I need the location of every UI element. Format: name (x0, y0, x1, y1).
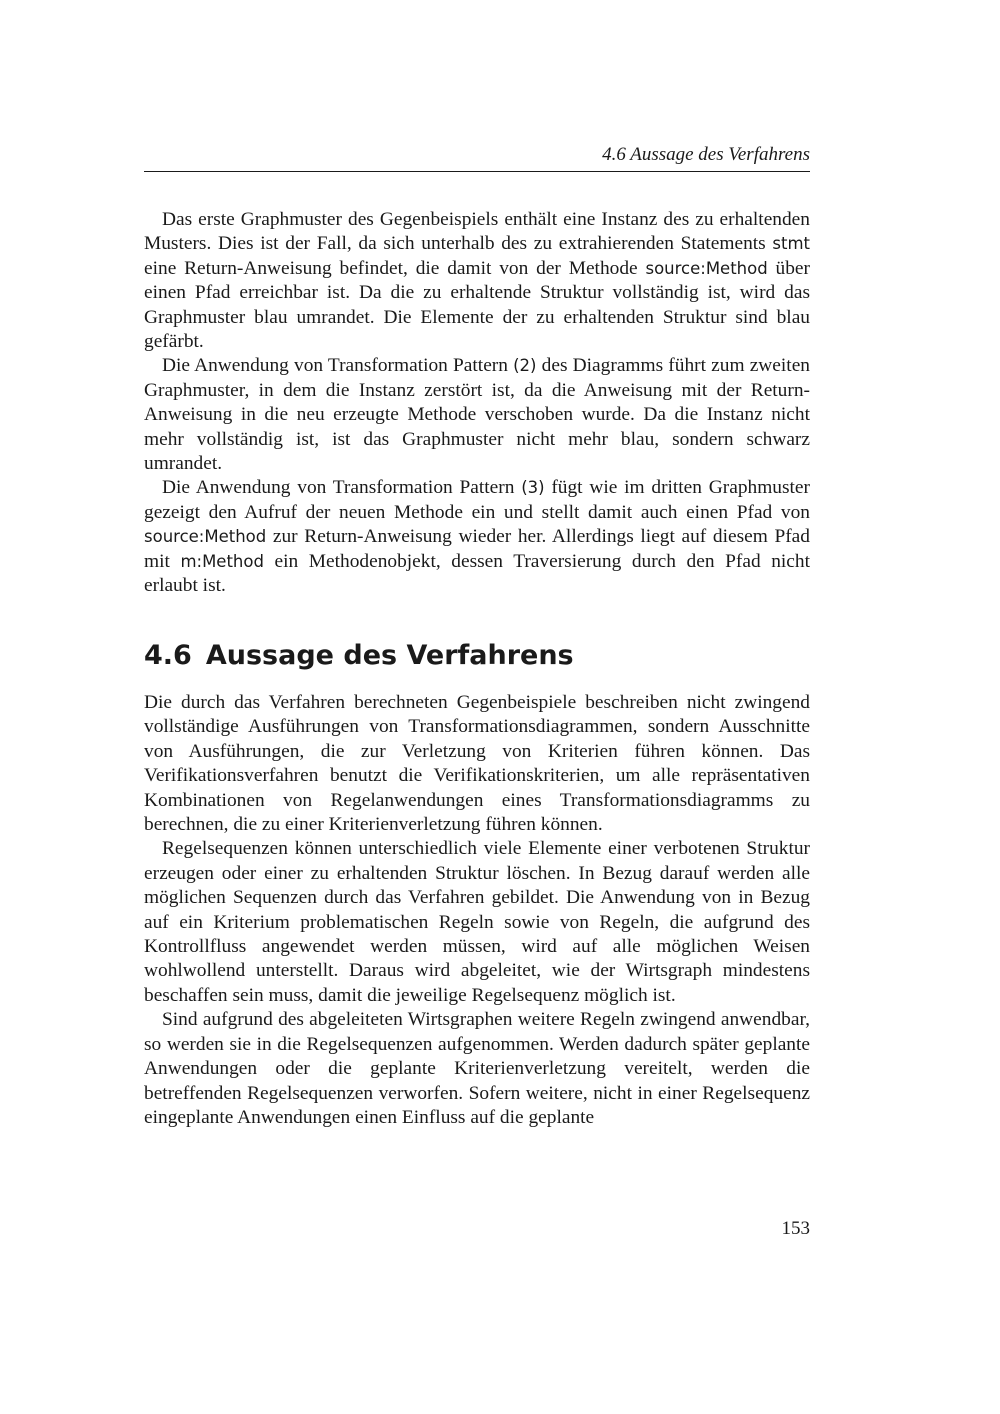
code-stmt: stmt (772, 234, 810, 254)
paragraph-1-text-a: Das erste Graphmuster des Gegenbeispiels enthält eine Instanz des zu erhaltenden Musters. Dies ist der Fall, da sich unterhalb des zu extrahierenden Statements (144, 209, 810, 255)
paragraph-5: Regelsequenzen können unterschiedlich viele Elemente einer verbotenen Struktur erzeugen oder einer zu erhaltenden Struktur löschen. In Bezug darauf werden alle möglichen Sequenzen durch das Verfahren gebildet. Die Anwendung von in Bezug auf ein Kriterium problematischen Regeln sowie von Regeln, die aufgrund des Kontrollfluss angewendet werden müssen, wird auf alle möglichen Weisen wohlwollend unterstellt. Daraus wird abgeleitet, wie der Wirtsgraph mindestens beschaffen sein muss, damit die jeweilige Regelsequenz möglich ist. (144, 838, 810, 1006)
paragraph-3-text-d: ein Methodenobjekt, dessen Traversierung durch den Pfad nicht erlaubt ist. (144, 550, 810, 597)
paragraph-3-text-b: fügt wie im dritten Graphmuster gezeigt den Aufruf der neuen Methode ein und stellt damit auch einen Pfad von (144, 477, 810, 523)
paragraph-6: Sind aufgrund des abgeleiteten Wirtsgraphen weitere Regeln zwingend anwendbar, so werden sie in die Regelsequenzen aufgenommen. Werden dadurch später geplante Anwendungen oder die geplante Kriterienverletzung vereitelt, werden die betreffenden Regelsequenzen verworfen. Sofern weitere, nicht in einer Regelsequenz eingeplante Anwendungen einen Einfluss auf die geplante (144, 1009, 810, 1128)
paragraph-1 (144, 208, 810, 354)
paragraph-3-text-c: zur Return-Anweisung wieder her. Allerdings liegt auf diesem Pfad mit (144, 526, 810, 572)
paragraph-4: Die durch das Verfahren berechneten Gegenbeispiele beschreiben nicht zwingend vollständige Ausführungen von Transformationsdiagrammen, sondern Ausschnitte von Ausführungen, die zur Verletzung von Kriterien führen können. Das Verifikationsverfahren benutzt die Verifikationskriterien, um alle repräsentativen Kombinationen von Regelanwendungen eines Transformationsdiagramms zu berechnen, die zu einer Kriterienverletzung führen können. (144, 692, 810, 836)
paragraph-3 (144, 476, 810, 598)
code-source-method: source:Method (645, 258, 768, 278)
header-rule (144, 171, 810, 172)
paragraph-2-text-b: des Diagramms führt zum zweiten Graphmuster, in dem die Instanz zerstört ist, da die Anweisung mit der Return-Anweisung in die neu erzeugte Methode verschoben wurde. Da die Instanz nicht mehr vollständig ist, ist das Graphmuster nicht mehr blau, sondern schwarz umrandet. (144, 355, 810, 475)
code-pattern-3: (3) (521, 478, 545, 498)
page-number: 153 (781, 1218, 810, 1239)
intro-text-block (144, 208, 810, 599)
section-text-block (144, 691, 810, 1130)
paragraph-1-text-b: eine Return-Anweisung befindet, die damit von der Methode (144, 257, 646, 279)
paragraph-2 (144, 354, 810, 476)
code-pattern-2: (2) (513, 356, 537, 376)
paragraph-1-text-c: über einen Pfad erreichbar ist. Da die zu erhaltende Struktur vollständig ist, wird das Graphmuster blau umrandet. Die Elemente der zu erhaltenden Struktur sind blau gefärbt. (144, 257, 810, 353)
section-heading (144, 638, 810, 674)
code-source-method-2: source:Method (144, 527, 267, 547)
section-title-text: Aussage des Verfahrens (205, 640, 574, 671)
code-m-method: m:Method (180, 551, 264, 571)
paragraph-2-text-a: Die Anwendung von Transformation Pattern (162, 355, 514, 377)
running-header: 4.6 Aussage des Verfahrens (602, 144, 810, 165)
paragraph-3-text-a: Die Anwendung von Transformation Pattern (162, 477, 522, 499)
section-number: 4.6 (144, 640, 192, 671)
